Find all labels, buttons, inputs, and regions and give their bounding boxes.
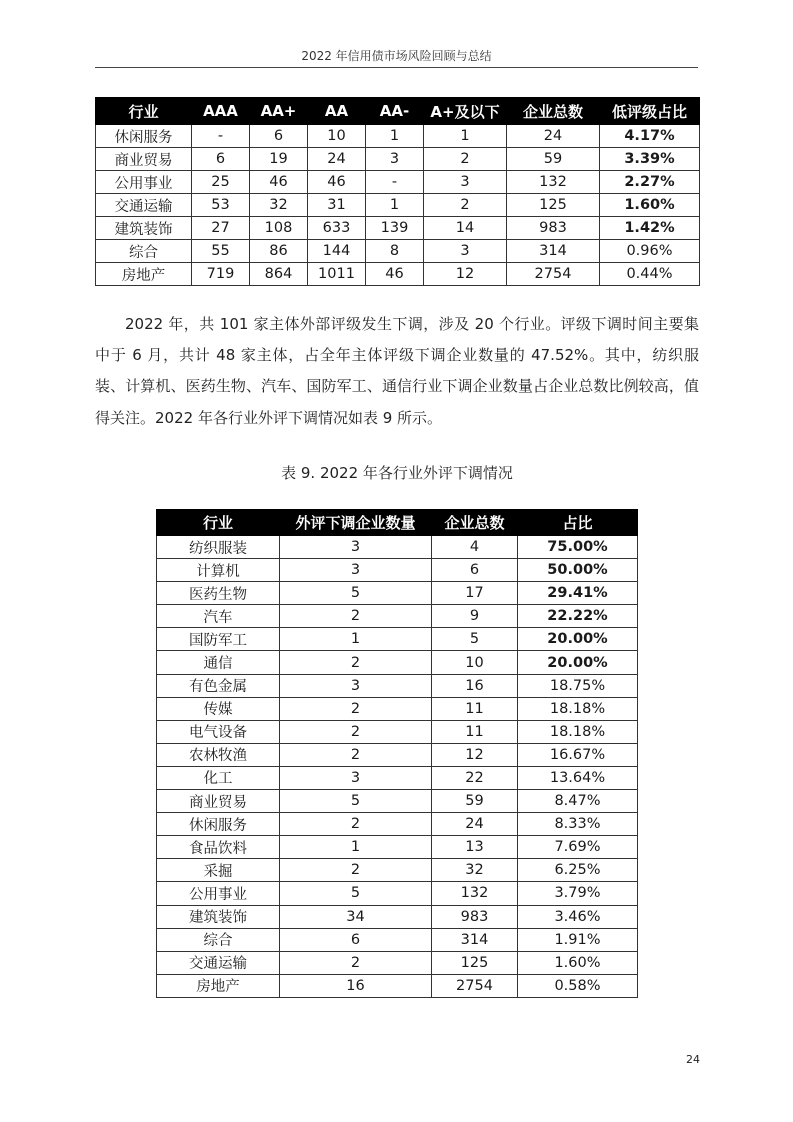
table-cell: 59 xyxy=(507,148,600,171)
table-cell: 计算机 xyxy=(157,559,280,582)
table-cell: 983 xyxy=(507,217,600,240)
table-cell: 27 xyxy=(192,217,250,240)
table-cell: 46 xyxy=(250,171,308,194)
table-row xyxy=(96,263,700,286)
table-cell: 0.44% xyxy=(600,263,700,286)
table-cell: 12 xyxy=(432,743,518,766)
table-cell: 12 xyxy=(424,263,507,286)
header-divider xyxy=(95,67,698,68)
table-cell: 6 xyxy=(192,148,250,171)
table-cell: 农林牧渔 xyxy=(157,743,280,766)
table-cell: 25 xyxy=(192,171,250,194)
table-cell: 6.25% xyxy=(518,859,638,882)
table-row xyxy=(157,813,638,836)
table-cell: 5 xyxy=(280,790,432,813)
table-header-row xyxy=(157,510,638,536)
column-header: 占比 xyxy=(518,510,638,536)
table-cell: 2 xyxy=(280,605,432,628)
table-cell: 3 xyxy=(424,240,507,263)
table-cell: 864 xyxy=(250,263,308,286)
table-cell: 2 xyxy=(280,651,432,674)
table-cell: 8.33% xyxy=(518,813,638,836)
table-cell: 1.42% xyxy=(600,217,700,240)
table-row xyxy=(157,743,638,766)
column-header: AA xyxy=(308,98,366,125)
table-cell: 18.18% xyxy=(518,697,638,720)
table-header-row xyxy=(96,98,700,125)
table-row xyxy=(157,674,638,697)
table-row xyxy=(157,766,638,789)
table-cell: 5 xyxy=(280,882,432,905)
table-cell: - xyxy=(366,171,424,194)
table-cell: 3 xyxy=(280,559,432,582)
table-row xyxy=(157,559,638,582)
table-cell: 13.64% xyxy=(518,766,638,789)
table-cell: 2 xyxy=(280,951,432,974)
table-cell: 8 xyxy=(366,240,424,263)
table-cell: 11 xyxy=(432,720,518,743)
table-cell: 2 xyxy=(280,697,432,720)
table-cell: 房地产 xyxy=(157,974,280,997)
table-row xyxy=(157,951,638,974)
column-header: AA+ xyxy=(250,98,308,125)
column-header: 行业 xyxy=(157,510,280,536)
table-cell: 32 xyxy=(432,859,518,882)
table-cell: 50.00% xyxy=(518,559,638,582)
table-cell: 汽车 xyxy=(157,605,280,628)
table-cell: 16.67% xyxy=(518,743,638,766)
table-cell: 6 xyxy=(280,928,432,951)
page-number: 24 xyxy=(686,1053,700,1066)
running-header-title: 2022 年信用债市场风险回顾与总结 xyxy=(301,49,492,63)
table-cell: 0.96% xyxy=(600,240,700,263)
table-cell: 59 xyxy=(432,790,518,813)
table-row xyxy=(157,790,638,813)
table-cell: 5 xyxy=(280,582,432,605)
table-cell: 29.41% xyxy=(518,582,638,605)
table-cell: 19 xyxy=(250,148,308,171)
table-row xyxy=(157,651,638,674)
table-cell: 314 xyxy=(507,240,600,263)
table-cell: 4.17% xyxy=(600,125,700,148)
table-cell: 10 xyxy=(432,651,518,674)
table-cell: 24 xyxy=(308,148,366,171)
table-cell: 综合 xyxy=(96,240,192,263)
table-cell: 通信 xyxy=(157,651,280,674)
table-cell: 125 xyxy=(432,951,518,974)
table-cell: 电气设备 xyxy=(157,720,280,743)
table-cell: 31 xyxy=(308,194,366,217)
table-cell: 建筑装饰 xyxy=(96,217,192,240)
table-cell: 交通运输 xyxy=(157,951,280,974)
table-cell: 2 xyxy=(424,148,507,171)
table-row xyxy=(157,536,638,559)
table-cell: 1 xyxy=(280,836,432,859)
table-cell: 11 xyxy=(432,697,518,720)
table-cell: - xyxy=(192,125,250,148)
table-cell: 3.46% xyxy=(518,905,638,928)
table-cell: 18.18% xyxy=(518,720,638,743)
table-cell: 132 xyxy=(507,171,600,194)
table-cell: 22.22% xyxy=(518,605,638,628)
table-cell: 3.79% xyxy=(518,882,638,905)
table-cell: 2 xyxy=(280,813,432,836)
table-cell: 2.27% xyxy=(600,171,700,194)
table-cell: 2 xyxy=(280,859,432,882)
table-cell: 3 xyxy=(280,674,432,697)
table-row xyxy=(157,697,638,720)
table-cell: 2754 xyxy=(432,974,518,997)
table-row xyxy=(96,194,700,217)
table-cell: 9 xyxy=(432,605,518,628)
table-row xyxy=(157,905,638,928)
table-cell: 24 xyxy=(432,813,518,836)
table-row xyxy=(96,171,700,194)
table-cell: 综合 xyxy=(157,928,280,951)
table-cell: 7.69% xyxy=(518,836,638,859)
table-cell: 633 xyxy=(308,217,366,240)
table-cell: 46 xyxy=(308,171,366,194)
table-row xyxy=(96,148,700,171)
table-cell: 6 xyxy=(432,559,518,582)
column-header: AA- xyxy=(366,98,424,125)
column-header: 企业总数 xyxy=(507,98,600,125)
table-cell: 纺织服装 xyxy=(157,536,280,559)
table-caption: 表 9. 2022 年各行业外评下调情况 xyxy=(281,464,513,482)
table-cell: 20.00% xyxy=(518,651,638,674)
rating-distribution-table xyxy=(95,97,700,286)
table-cell: 13 xyxy=(432,836,518,859)
table-row xyxy=(96,125,700,148)
table-row xyxy=(96,217,700,240)
table-row xyxy=(157,720,638,743)
table-cell: 86 xyxy=(250,240,308,263)
table-cell: 1 xyxy=(366,125,424,148)
table-cell: 55 xyxy=(192,240,250,263)
column-header: A+及以下 xyxy=(424,98,507,125)
table-cell: 2 xyxy=(280,720,432,743)
table-cell: 108 xyxy=(250,217,308,240)
table-cell: 18.75% xyxy=(518,674,638,697)
table-row xyxy=(157,882,638,905)
table-cell: 8.47% xyxy=(518,790,638,813)
table-cell: 3 xyxy=(280,536,432,559)
table-cell: 3.39% xyxy=(600,148,700,171)
table-cell: 公用事业 xyxy=(157,882,280,905)
table-cell: 139 xyxy=(366,217,424,240)
table-cell: 3 xyxy=(280,766,432,789)
column-header: AAA xyxy=(192,98,250,125)
table-cell: 5 xyxy=(432,628,518,651)
table-cell: 0.58% xyxy=(518,974,638,997)
table-cell: 医药生物 xyxy=(157,582,280,605)
column-header: 企业总数 xyxy=(432,510,518,536)
table-cell: 1.60% xyxy=(518,951,638,974)
table-cell: 14 xyxy=(424,217,507,240)
table-cell: 公用事业 xyxy=(96,171,192,194)
table-row xyxy=(96,240,700,263)
table-cell: 125 xyxy=(507,194,600,217)
table-cell: 46 xyxy=(366,263,424,286)
column-header: 外评下调企业数量 xyxy=(280,510,432,536)
table-cell: 983 xyxy=(432,905,518,928)
table-row xyxy=(157,628,638,651)
table-row xyxy=(157,836,638,859)
table-cell: 1.60% xyxy=(600,194,700,217)
table-cell: 53 xyxy=(192,194,250,217)
table-cell: 144 xyxy=(308,240,366,263)
table-cell: 建筑装饰 xyxy=(157,905,280,928)
table-cell: 20.00% xyxy=(518,628,638,651)
table-cell: 132 xyxy=(432,882,518,905)
table-cell: 4 xyxy=(432,536,518,559)
column-header: 行业 xyxy=(96,98,192,125)
table-cell: 2 xyxy=(280,743,432,766)
table-cell: 采掘 xyxy=(157,859,280,882)
table-cell: 16 xyxy=(432,674,518,697)
table-cell: 3 xyxy=(366,148,424,171)
table-row xyxy=(157,582,638,605)
downgrade-by-industry-table xyxy=(156,509,638,998)
table-cell: 化工 xyxy=(157,766,280,789)
column-header: 低评级占比 xyxy=(600,98,700,125)
table-cell: 314 xyxy=(432,928,518,951)
table-cell: 75.00% xyxy=(518,536,638,559)
table-cell: 719 xyxy=(192,263,250,286)
table-cell: 10 xyxy=(308,125,366,148)
table-cell: 休闲服务 xyxy=(96,125,192,148)
table-cell: 32 xyxy=(250,194,308,217)
table-cell: 16 xyxy=(280,974,432,997)
table-cell: 传媒 xyxy=(157,697,280,720)
table-cell: 有色金属 xyxy=(157,674,280,697)
table-cell: 1 xyxy=(280,628,432,651)
table-row xyxy=(157,974,638,997)
body-paragraph: 2022 年，共 101 家主体外部评级发生下调，涉及 20 个行业。评级下调时间主要集中于 6 月，共计 48 家主体，占全年主体评级下调企业数量的 47.52%。其中，纺织服装、计算机、医药生物、汽车、国防军工、通信行业下调企业数量占企业总数比例较高，值得关注。2022 年各行业外评下调情况如表 9 所示。 xyxy=(95,315,699,427)
table-row xyxy=(157,605,638,628)
table-cell: 食品饮料 xyxy=(157,836,280,859)
table-cell: 国防军工 xyxy=(157,628,280,651)
table-cell: 1011 xyxy=(308,263,366,286)
table-cell: 24 xyxy=(507,125,600,148)
table-row xyxy=(157,859,638,882)
table-cell: 34 xyxy=(280,905,432,928)
table-cell: 1 xyxy=(366,194,424,217)
table-cell: 3 xyxy=(424,171,507,194)
table-cell: 交通运输 xyxy=(96,194,192,217)
table-cell: 2754 xyxy=(507,263,600,286)
table-cell: 2 xyxy=(424,194,507,217)
table-cell: 休闲服务 xyxy=(157,813,280,836)
table-cell: 房地产 xyxy=(96,263,192,286)
table-cell: 商业贸易 xyxy=(157,790,280,813)
table-cell: 1.91% xyxy=(518,928,638,951)
table-cell: 22 xyxy=(432,766,518,789)
table-cell: 商业贸易 xyxy=(96,148,192,171)
table-cell: 6 xyxy=(250,125,308,148)
table-cell: 1 xyxy=(424,125,507,148)
table-cell: 17 xyxy=(432,582,518,605)
table-row xyxy=(157,928,638,951)
